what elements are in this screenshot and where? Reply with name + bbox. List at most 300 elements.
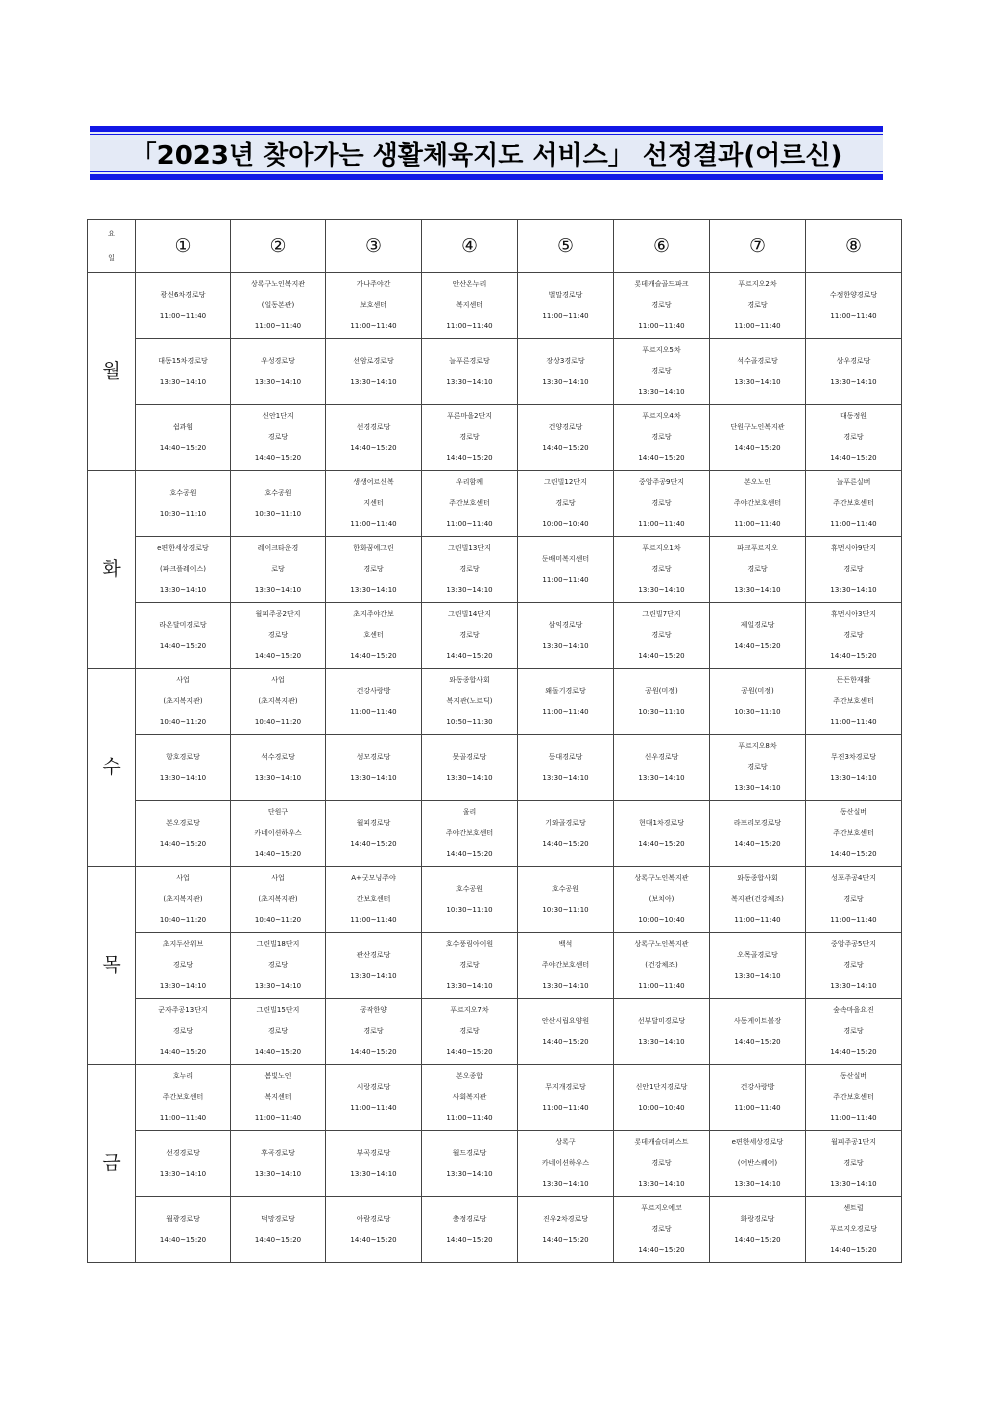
schedule-cell [136,603,231,669]
cell-place: 안산온누리 [452,280,487,288]
table-row [88,933,902,999]
cell-time: 13:30~14:10 [734,377,781,386]
cell-place: 주간보호센터 [449,499,490,507]
cell-place: 그린빌15단지 [256,1006,300,1014]
schedule-cell [136,273,231,339]
cell-time: 13:30~14:10 [542,773,589,782]
cell-time: 14:40~15:20 [159,1235,207,1244]
cell-time: 13:30~14:10 [350,1169,397,1178]
page-title: 「2023년 찾아가는 생활체육지도 서비스」 선정결과(어르신) [130,140,843,171]
column-header: ① [136,220,231,273]
cell-time: 14:40~15:20 [350,652,397,660]
cell-place: 봄빛노인 [264,1072,292,1080]
cell-time: 13:30~14:10 [734,784,781,792]
cell-place: 우성경로당 [261,356,295,365]
cell-time: 13:30~14:10 [734,1180,781,1188]
cell-place: 둔배미복지센터 [541,554,590,563]
schedule-cell [422,735,518,801]
cell-time: 11:00~11:40 [734,520,781,528]
cell-place: 간보호센터 [356,895,391,903]
cell-place: 벌말경로당 [548,290,583,299]
cell-time: 13:30~14:10 [350,586,397,594]
column-header: ⑦ [710,220,806,273]
cell-place: 푸르지오2차 [738,280,777,288]
cell-place: 화랑경로당 [740,1214,775,1223]
cell-place: 성포주공4단지 [830,874,877,882]
cell-place: 호센터 [363,631,384,639]
schedule-cell [422,339,518,405]
cell-place: e편한세상경로당 [731,1138,784,1146]
cell-time: 13:30~14:10 [446,1169,493,1178]
cell-time: 14:40~15:20 [446,1235,493,1244]
cell-place: 와동종합사회 [737,874,778,882]
schedule-cell [136,339,231,405]
cell-place: 본오경로당 [166,818,200,827]
schedule-cell [806,1131,902,1197]
day-label: 월 [88,273,136,471]
cell-time: 13:30~14:10 [446,586,493,594]
schedule-cell [231,669,326,735]
schedule-cell [518,669,614,735]
cell-place: 주간보호센터 [833,697,874,705]
cell-place: 안산시립요양원 [541,1016,590,1025]
cell-time: 13:30~14:10 [446,982,493,990]
cell-place: 경로당 [459,1027,480,1035]
cell-place: 현대1차경로당 [638,818,685,827]
cell-place: 오목골경로당 [737,950,778,959]
schedule-cell [518,999,614,1065]
cell-place: 경로당 [363,565,384,573]
cell-time: 11:00~11:40 [350,916,397,924]
cell-place: 대동15차경로당 [158,356,208,365]
cell-place: 후곡경로당 [261,1148,295,1157]
cell-place: 호수공원 [551,884,580,893]
cell-place: (초지복지관) [258,895,298,903]
cell-place: 주간보호센터 [833,499,874,507]
cell-time: 14:40~15:20 [734,1235,781,1244]
cell-place: 선부달미경로당 [637,1016,686,1025]
cell-place: 본오종합 [455,1072,484,1080]
cell-place: 대동정원 [839,412,868,420]
table-row [88,1197,902,1263]
schedule-cell [518,603,614,669]
cell-time: 13:30~14:10 [542,377,589,386]
cell-time: 11:00~11:40 [830,916,877,924]
cell-time: 11:00~11:40 [542,707,589,716]
cell-place: 선경경로당 [166,1148,200,1157]
schedule-cell [518,1065,614,1131]
cell-place: 경로당 [747,301,768,309]
schedule-cell [518,867,614,933]
cell-time: 13:30~14:10 [159,1169,207,1178]
schedule-cell [614,1197,710,1263]
table-row [88,405,902,471]
schedule-cell [710,999,806,1065]
cell-time: 11:00~11:40 [446,1114,493,1122]
cell-place: 상록구노인복지관 [634,874,689,882]
cell-place: 제일경로당 [740,620,775,629]
day-label: 목 [88,867,136,1065]
cell-time: 13:30~14:10 [350,377,397,386]
schedule-cell [614,1065,710,1131]
cell-time: 14:40~15:20 [542,1235,589,1244]
cell-place: (초지복지관) [163,895,203,903]
cell-place: 경로당 [843,433,864,441]
cell-place: 건양경로당 [548,422,583,431]
schedule-cell [326,603,422,669]
cell-time: 13:30~14:10 [734,971,781,980]
cell-time: 11:00~11:40 [638,982,685,990]
cell-place: 단원구노인복지관 [730,422,785,431]
day-label: 화 [88,471,136,669]
schedule-cell [614,537,710,603]
cell-place: 라프리모경로당 [733,818,782,827]
schedule-cell [231,405,326,471]
cell-place: 복지관(노르딕) [446,697,493,705]
cell-place: 수정한양경로당 [829,290,878,299]
schedule-cell [136,735,231,801]
cell-place: 복지센터 [455,301,484,309]
cell-place: 우리함께 [455,478,484,486]
cell-place: 주간보호센터 [833,829,874,837]
schedule-cell [231,735,326,801]
cell-place: 신안1단지 [262,412,294,420]
cell-time: 14:40~15:20 [159,839,207,848]
schedule-cell [326,1197,422,1263]
cell-place: 경로당 [843,1159,864,1167]
schedule-cell [710,273,806,339]
schedule-cell [136,1065,231,1131]
schedule-cell [422,801,518,867]
schedule-cell [806,735,902,801]
column-header: ⑤ [518,220,614,273]
cell-place: 쉼과힘 [172,422,194,431]
cell-time: 11:00~11:40 [830,1114,877,1122]
cell-time: 11:00~11:40 [159,311,207,320]
schedule-cell [422,405,518,471]
cell-place: 경로당 [651,433,672,441]
cell-place: 신우경로당 [644,752,679,761]
schedule-cell [806,1065,902,1131]
cell-place: 경로당 [459,961,480,969]
cell-place: (초지복지관) [163,697,203,705]
cell-place: 충정경로당 [452,1214,487,1223]
cell-time: 14:40~15:20 [830,850,877,858]
cell-place: 푸르지오8차 [738,742,777,750]
cell-place: 경로당 [459,433,480,441]
cell-time: 14:40~15:20 [159,641,207,650]
cell-time: 11:00~11:40 [638,520,685,528]
schedule-cell [231,273,326,339]
table-row [88,603,902,669]
schedule-cell [806,933,902,999]
cell-place: 푸르지오1차 [642,544,681,552]
day-header-line: 요 [108,230,115,238]
cell-place: (초지복지관) [258,697,298,705]
cell-time: 13:30~14:10 [542,982,589,990]
cell-place: 그린빌7단지 [642,610,681,618]
schedule-cell [710,669,806,735]
table-row [88,1131,902,1197]
schedule-cell [136,999,231,1065]
schedule-cell [231,537,326,603]
cell-place: 늘푸른실버 [836,478,871,486]
schedule-cell [422,273,518,339]
cell-time: 14:40~15:20 [350,1235,397,1244]
cell-time: 14:40~15:20 [830,454,877,462]
cell-time: 14:40~15:20 [446,1048,493,1056]
cell-time: 13:30~14:10 [350,971,397,980]
cell-place: 주간보호센터 [162,1093,204,1101]
schedule-cell [806,867,902,933]
cell-place: 동산실버 [839,808,868,816]
schedule-cell [231,999,326,1065]
cell-time: 13:30~14:10 [446,773,493,782]
cell-time: 14:40~15:20 [254,454,302,462]
schedule-cell [518,1197,614,1263]
schedule-cell [326,1065,422,1131]
cell-place: 복지센터 [264,1093,292,1101]
schedule-table [87,219,902,1263]
schedule-cell [518,537,614,603]
schedule-cell [231,603,326,669]
schedule-cell [231,339,326,405]
table-row [88,339,902,405]
cell-time: 13:30~14:10 [254,773,302,782]
cell-time: 13:30~14:10 [830,982,877,990]
cell-time: 10:00~10:40 [638,1103,685,1112]
cell-time: 14:40~15:20 [350,839,397,848]
cell-time: 13:30~14:10 [830,773,877,782]
schedule-cell [518,1131,614,1197]
cell-place: 사업 [271,874,285,882]
schedule-cell [710,603,806,669]
schedule-cell [326,339,422,405]
cell-place: 상록구노인복지관 [634,940,689,948]
table-row [88,999,902,1065]
cell-time: 14:40~15:20 [542,1037,589,1046]
cell-time: 14:40~15:20 [350,1048,397,1056]
cell-time: 13:30~14:10 [446,377,493,386]
cell-time: 14:40~15:20 [254,1235,302,1244]
cell-place: 숲속마을요진 [833,1006,874,1014]
schedule-cell [231,867,326,933]
cell-place: 경로당 [651,367,672,375]
day-header-line: 일 [108,254,115,262]
cell-time: 13:30~14:10 [254,982,302,990]
cell-place: 신안1단지경로당 [635,1082,688,1091]
cell-place: 상록구 [555,1138,576,1146]
schedule-cell [710,1131,806,1197]
schedule-cell [614,471,710,537]
cell-place: 건강사랑방 [740,1082,775,1091]
cell-place: 경로당 [363,1027,384,1035]
cell-time: 13:30~14:10 [254,1169,302,1178]
cell-time: 11:00~11:40 [350,707,397,716]
cell-time: 13:30~14:10 [638,1180,685,1188]
schedule-cell [806,471,902,537]
cell-place: 든든한재활 [836,676,871,684]
cell-place: 경로당 [651,565,672,573]
schedule-cell [136,1131,231,1197]
cell-place: 삼익경로당 [548,620,583,629]
cell-time: 14:40~15:20 [254,652,302,660]
column-header: ② [231,220,326,273]
cell-place: 월피주공1단지 [830,1138,877,1146]
cell-time: 14:40~15:20 [734,641,781,650]
cell-time: 10:30~11:10 [638,707,685,716]
cell-place: 휴먼시아9단지 [830,544,877,552]
cell-time: 14:40~15:20 [446,652,493,660]
schedule-cell [326,273,422,339]
schedule-cell [518,933,614,999]
cell-place: 경로당 [843,565,864,573]
cell-place: 호수공원 [169,488,197,497]
schedule-cell [422,1131,518,1197]
schedule-cell [806,537,902,603]
cell-place: 카네이션하우스 [254,829,302,837]
schedule-cell [136,405,231,471]
cell-place: 경로당 [651,301,672,309]
cell-place: 중앙주공9단지 [638,478,685,486]
schedule-cell [326,1131,422,1197]
cell-place: 무진3차경로당 [830,752,877,761]
cell-place: 시랑경로당 [356,1082,391,1091]
cell-place: 본오노인 [743,478,772,486]
cell-place: 가나주야간 [356,280,391,288]
cell-place: 카네이션하우스 [541,1159,590,1167]
schedule-cell [710,801,806,867]
cell-time: 13:30~14:10 [830,586,877,594]
cell-place: 그린빌13단지 [448,544,491,552]
cell-place: 주야간보호센터 [733,499,782,507]
cell-time: 14:40~15:20 [830,1246,877,1254]
cell-time: 14:40~15:20 [734,443,781,452]
cell-time: 13:30~14:10 [638,388,685,396]
cell-place: 중앙주공5단지 [830,940,877,948]
schedule-cell [710,1065,806,1131]
cell-place: 상록구노인복지관 [250,280,306,288]
cell-place: 보호센터 [359,301,388,309]
cell-place: 경로당 [651,631,672,639]
table-row [88,471,902,537]
schedule-cell [326,735,422,801]
cell-time: 14:40~15:20 [542,839,589,848]
cell-time: 10:30~11:10 [734,707,781,716]
cell-place: (일동본관) [261,301,295,309]
cell-place: 월드경로당 [452,1148,487,1157]
schedule-cell [614,273,710,339]
cell-place: 경로당 [267,631,289,639]
cell-time: 11:00~11:40 [638,322,685,330]
cell-place: 복지관(건강체조) [731,895,784,903]
cell-time: 11:00~11:40 [830,520,877,528]
schedule-cell [518,339,614,405]
schedule-cell [614,735,710,801]
schedule-cell [518,405,614,471]
cell-place: 롯데캐슬골드파크 [634,280,689,288]
cell-time: 14:40~15:20 [350,443,397,452]
cell-time: 14:40~15:20 [254,850,302,858]
cell-place: 로당 [271,565,285,573]
cell-place: 공작한양 [359,1006,388,1014]
schedule-body [88,273,902,1263]
schedule-cell [136,471,231,537]
schedule-cell [710,537,806,603]
cell-time: 14:40~15:20 [446,850,493,858]
cell-time: 11:00~11:40 [350,322,397,330]
cell-place: 주야간보호센터 [541,961,590,969]
cell-time: 13:30~14:10 [159,586,207,594]
cell-place: 사회복지관 [452,1093,487,1101]
title-banner [90,126,883,180]
cell-place: (보치아) [648,895,675,903]
cell-time: 13:30~14:10 [159,982,207,990]
cell-place: 공원(미정) [645,686,678,695]
cell-time: 11:00~11:40 [830,718,877,726]
table-row [88,801,902,867]
schedule-cell [710,405,806,471]
cell-time: 10:40~11:20 [254,916,302,924]
cell-place: 선경경로당 [356,422,391,431]
schedule-cell [231,1197,326,1263]
cell-place: 석수경로당 [261,752,295,761]
cell-time: 11:00~11:40 [350,520,397,528]
cell-place: 휴먼시아3단지 [830,610,877,618]
cell-place: 사동게이트볼장 [733,1016,782,1025]
table-row [88,273,902,339]
cell-time: 10:00~10:40 [638,916,685,924]
cell-time: 11:00~11:40 [734,916,781,924]
cell-place: 주간보호센터 [833,1093,874,1101]
cell-time: 11:00~11:40 [734,1103,781,1112]
column-header: ③ [326,220,422,273]
schedule-cell [326,867,422,933]
schedule-cell [136,867,231,933]
schedule-cell [806,801,902,867]
schedule-cell [422,537,518,603]
schedule-cell [806,1197,902,1263]
schedule-cell [710,867,806,933]
schedule-cell [231,1131,326,1197]
schedule-cell [422,867,518,933]
schedule-cell [231,801,326,867]
cell-time: 14:40~15:20 [446,454,493,462]
cell-place: 아람경로당 [356,1214,391,1223]
cell-time: 14:40~15:20 [159,1048,207,1056]
cell-time: 13:30~14:10 [254,586,302,594]
cell-place: 경로당 [267,1027,289,1035]
schedule-cell [614,999,710,1065]
schedule-cell [136,1197,231,1263]
cell-place: 사업 [176,676,190,684]
schedule-cell [806,339,902,405]
cell-place: 상우경로당 [836,356,871,365]
cell-place: 경로당 [843,961,864,969]
cell-place: 경로당 [172,961,194,969]
cell-place: 장상3경로당 [546,356,585,365]
cell-place: 경로당 [267,433,289,441]
cell-place: 와동종합사회 [449,676,490,684]
schedule-cell [518,273,614,339]
schedule-cell [614,1131,710,1197]
cell-time: 14:40~15:20 [638,1246,685,1254]
cell-time: 13:30~14:10 [638,1037,685,1046]
cell-place: 군자주공13단지 [158,1006,208,1014]
cell-place: 경로당 [843,1027,864,1035]
table-row [88,867,902,933]
cell-time: 10:30~11:10 [446,905,493,914]
